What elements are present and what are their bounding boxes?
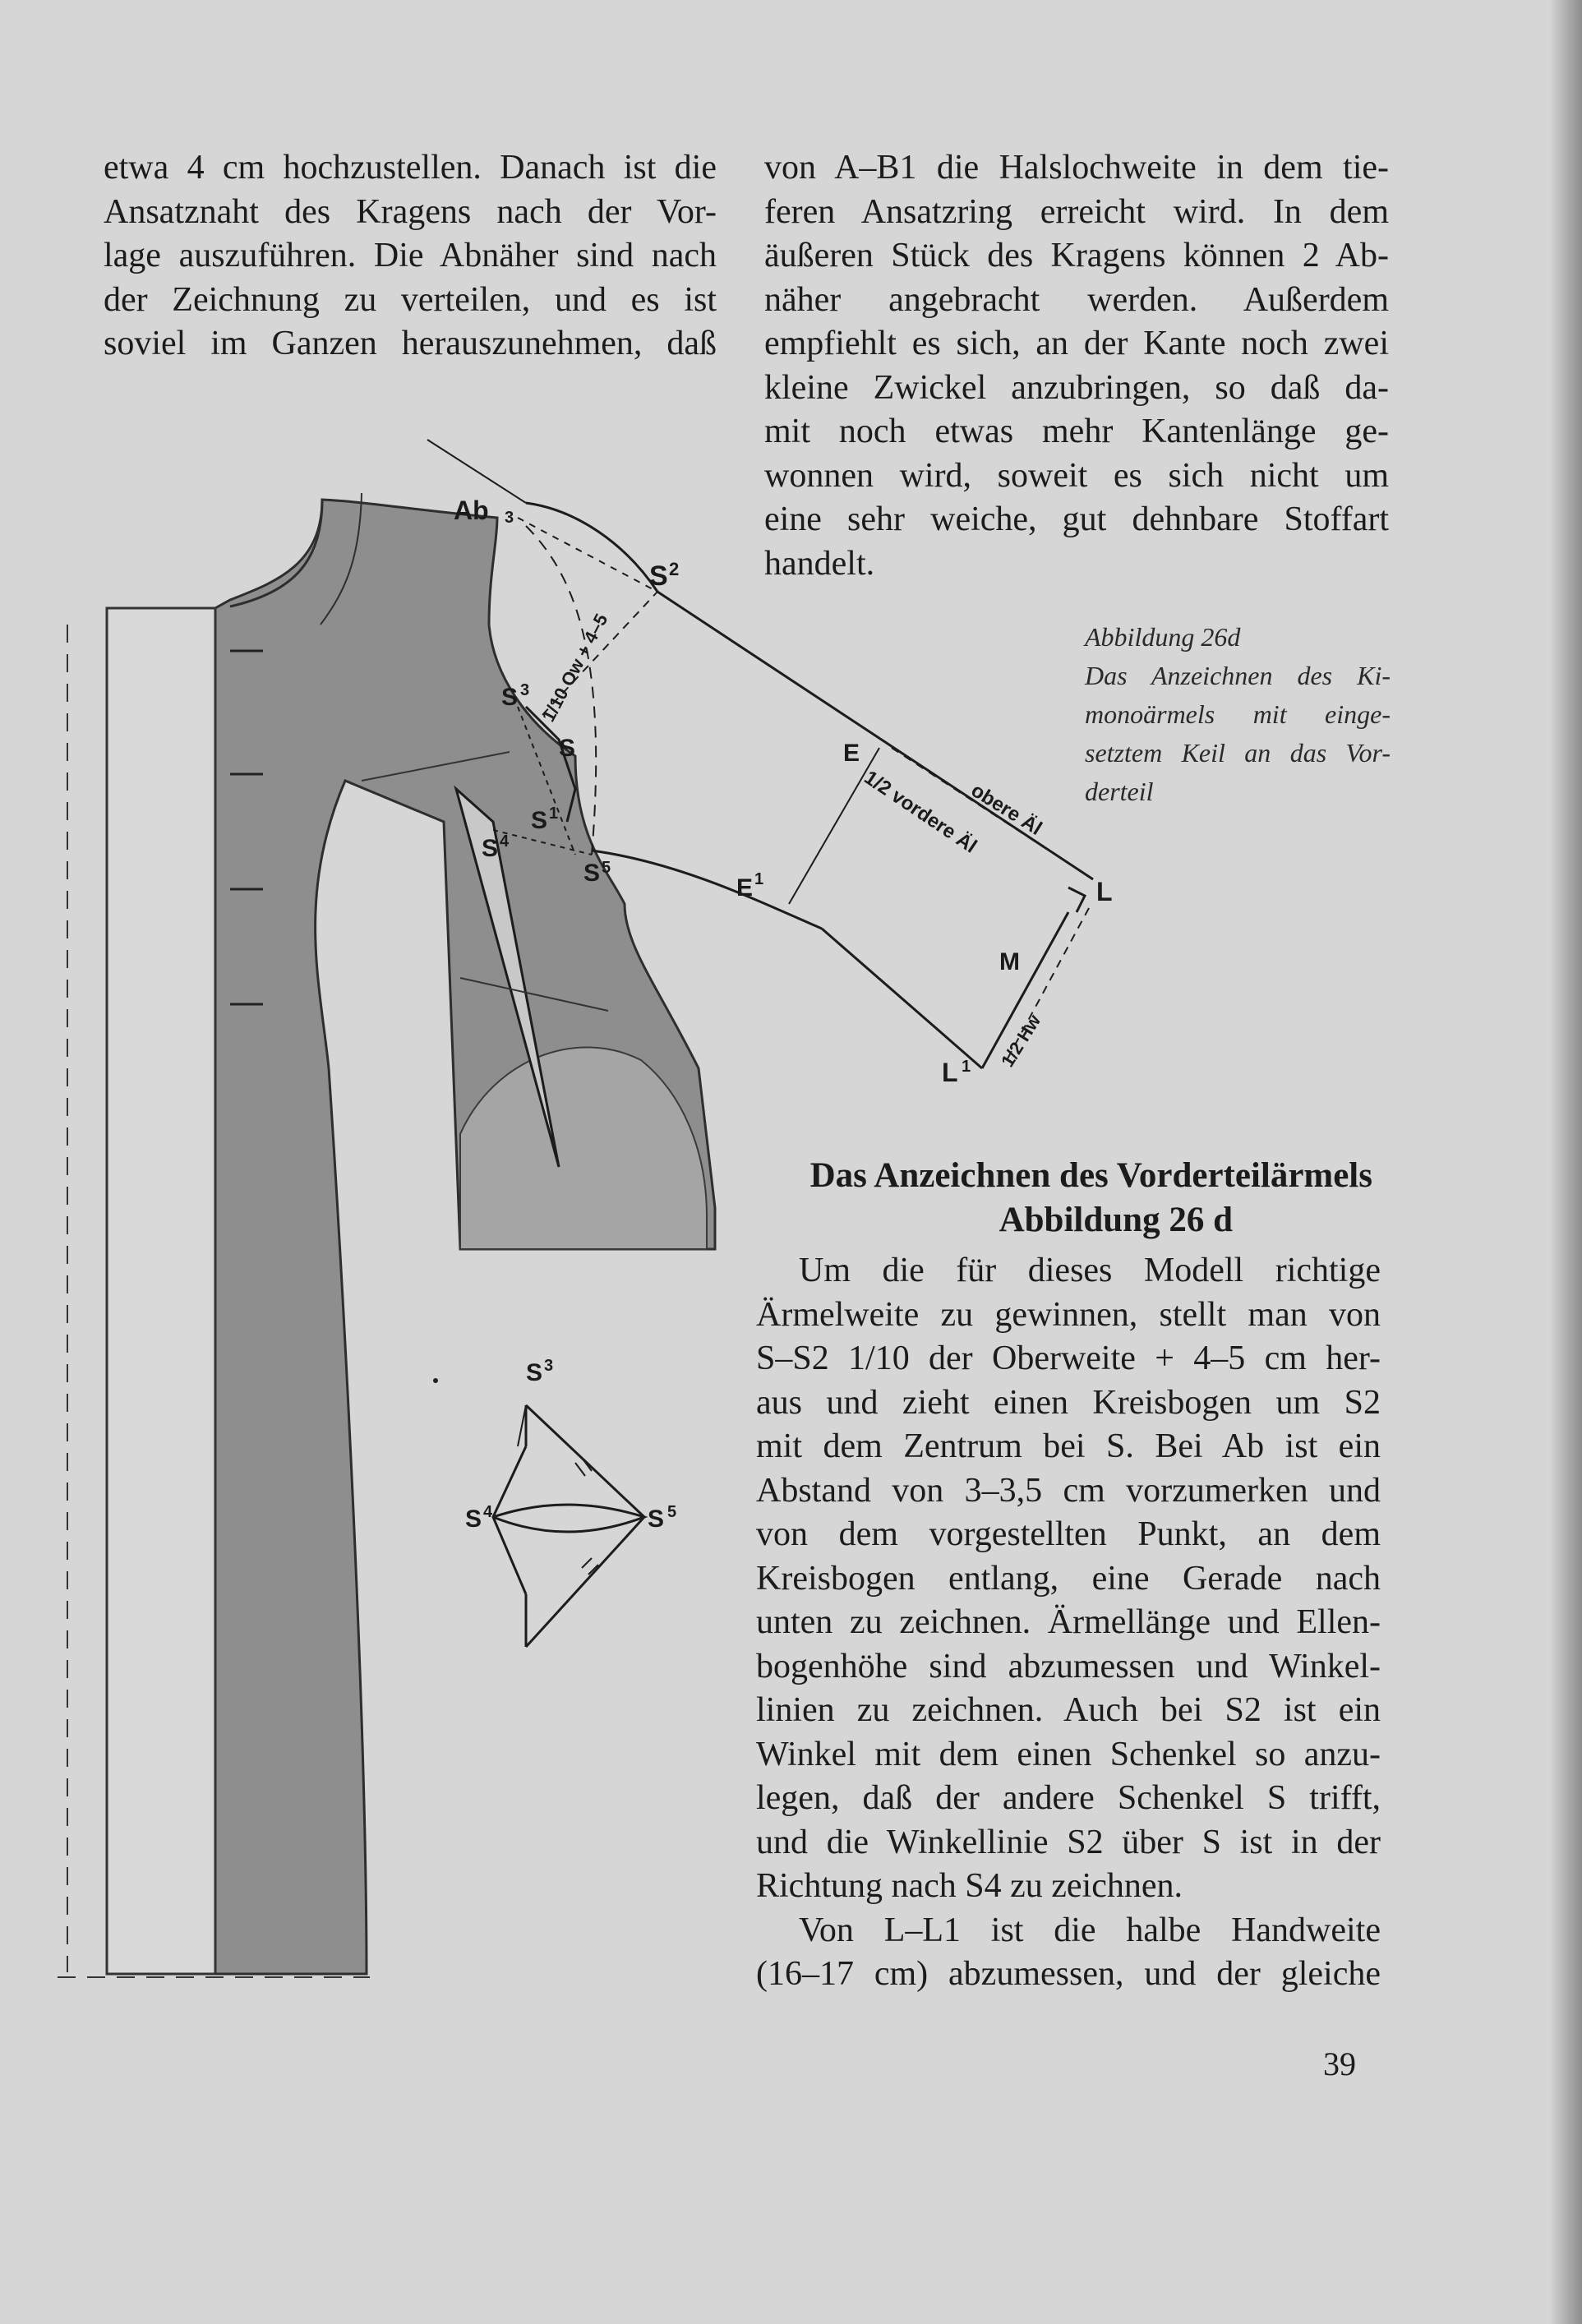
section-heading <box>764 1154 1372 1243</box>
label-l1-sup: 1 <box>962 1058 971 1076</box>
front-facing-strip <box>107 608 215 1974</box>
label-s4-sup: 4 <box>500 832 510 851</box>
label-s1: S <box>531 807 548 834</box>
detail-label-s5: S <box>648 1506 665 1533</box>
text-line: äußeren Stück des Kragens können 2 Ab- <box>764 237 1389 274</box>
text-line: aus und zieht einen Kreisbogen um S2 <box>756 1383 1381 1422</box>
text-line: von A–B1 die Halslochweite in dem tie- <box>764 149 1389 187</box>
text-line: S–S2 1/10 der Oberweite + 4–5 cm her- <box>756 1340 1381 1377</box>
label-s4: S <box>482 835 499 862</box>
text-line: lage auszuführen. Die Abnäher sind nach <box>104 237 717 274</box>
label-l1: L <box>942 1058 958 1087</box>
label-s3-sup: 3 <box>520 681 530 699</box>
label-m: M <box>999 948 1020 975</box>
text-line: mit noch etwas mehr Kantenlänge ge- <box>764 413 1389 450</box>
label-ab: Ab <box>454 496 489 525</box>
label-s5: S <box>583 860 601 887</box>
caption-line: monoärmels mit einge- <box>1085 699 1391 729</box>
text-line: Winkel mit dem einen Schenkel so anzu- <box>756 1735 1381 1773</box>
caption-line: derteil <box>1085 777 1154 806</box>
label-e1-sup: 1 <box>754 870 764 888</box>
measure-vordere: 1/2 vordere Äl <box>860 766 981 858</box>
measure-ow: 1/10 Ow + 4–5 <box>537 610 612 726</box>
text-line: von dem vorgestellten Punkt, an dem <box>756 1515 1381 1553</box>
caption-title: Abbildung 26d <box>1085 622 1241 652</box>
label-e1: E <box>736 874 754 901</box>
measure-obere: obere Äl <box>966 779 1046 840</box>
text-line: feren Ansatzring erreicht wird. In dem <box>764 192 1389 231</box>
label-s5-sup: 5 <box>602 859 611 877</box>
text-line: Abstand von 3–3,5 cm vorzumerken und <box>756 1471 1381 1510</box>
label-s3: S <box>501 684 519 711</box>
caption-line: Das Anzeichnen des Ki- <box>1085 661 1391 690</box>
label-l: L <box>1096 877 1113 906</box>
text-line: kleine Zwickel anzubringen, so daß da- <box>764 368 1389 407</box>
detail-label-s4-sup: 4 <box>483 1503 493 1521</box>
text-line: linien zu zeichnen. Auch bei S2 ist ein <box>756 1691 1381 1729</box>
heading-title: Das Anzeichnen des Vorderteilärmels <box>809 1156 1372 1195</box>
label-s2-sup: 2 <box>669 559 680 579</box>
detail-label-s3-sup: 3 <box>544 1357 554 1375</box>
text-line: empfiehlt es sich, an der Kante noch zwei <box>764 325 1389 362</box>
page-number: 39 <box>1323 2045 1356 2082</box>
label-s: S <box>559 735 576 762</box>
wedge-detail-figure <box>493 1405 644 1647</box>
text-line: soviel im Ganzen herauszunehmen, daß <box>104 325 717 362</box>
text-line: Von L–L1 ist die halbe Handweite <box>799 1911 1381 1949</box>
label-ab-measure: 3 <box>505 509 514 527</box>
text-line: Kreisbogen entlang, eine Gerade nach <box>756 1559 1381 1598</box>
detail-label-s3: S <box>526 1359 543 1386</box>
label-e: E <box>843 740 860 767</box>
stray-dot <box>433 1378 438 1383</box>
text-line: mit dem Zentrum bei S. Bei Ab ist ein <box>756 1427 1381 1465</box>
text-line: unten zu zeichnen. Ärmellänge und Ellen- <box>756 1603 1381 1641</box>
text-line: Ansatznaht des Kragens nach der Vor- <box>104 192 717 231</box>
text-line: näher angebracht werden. Außerdem <box>764 280 1389 319</box>
measure-hw: 1/2 Hw <box>997 1011 1045 1071</box>
text-line: legen, daß der andere Schenkel S trifft, <box>756 1779 1381 1817</box>
right-column-body-text <box>756 1249 1381 1997</box>
text-line: und die Winkellinie S2 über S ist in der <box>756 1823 1381 1861</box>
caption-line: setztem Keil an das Vor- <box>1085 738 1391 768</box>
text-line: eine sehr weiche, gut dehnbare Stoffart <box>764 500 1389 538</box>
text-line: Ärmelweite zu gewinnen, stellt man von <box>756 1295 1381 1334</box>
detail-label-s5-sup: 5 <box>667 1503 677 1521</box>
text-line: handelt. <box>764 544 875 583</box>
label-s2: S <box>649 560 668 592</box>
text-line: bogenhöhe sind abzumessen und Winkel- <box>756 1647 1381 1685</box>
text-line: wonnen wird, soweit es sich nicht um <box>764 456 1389 495</box>
text-line: (16–17 cm) abzumessen, und der gleiche <box>756 1955 1381 1993</box>
text-line: etwa 4 cm hochzustellen. Danach ist die <box>104 149 717 187</box>
text-line: Um die für dieses Modell richtige <box>799 1252 1381 1289</box>
text-line: der Zeichnung zu verteilen, und es ist <box>104 280 717 319</box>
text-line: Richtung nach S4 zu zeichnen. <box>756 1867 1183 1905</box>
label-s1-sup: 1 <box>549 805 559 823</box>
detail-label-s4: S <box>465 1506 482 1533</box>
heading-figure-ref: Abbildung 26 d <box>999 1201 1233 1239</box>
